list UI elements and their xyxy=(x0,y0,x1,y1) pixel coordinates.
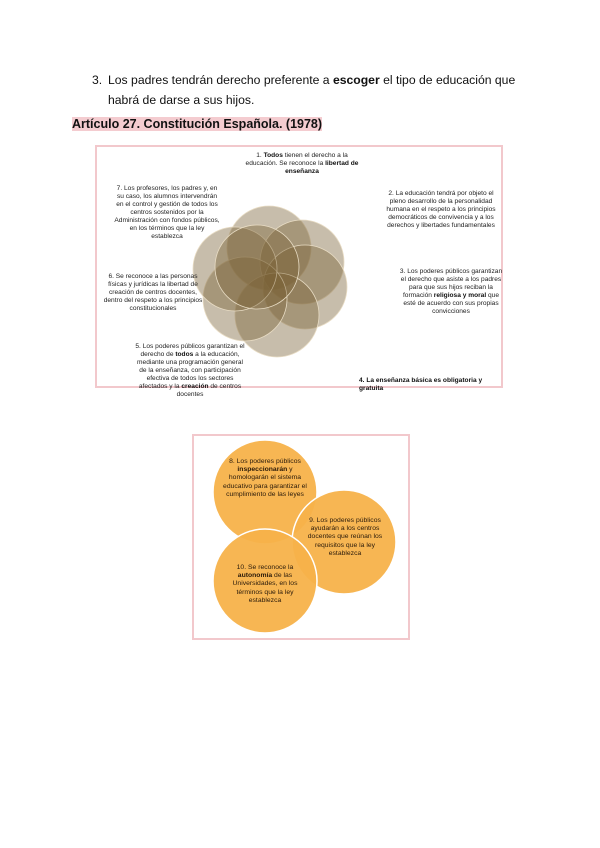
article-heading xyxy=(72,117,322,131)
venn-label-1: 1. Todos tienen el derecho a la educación. Se reconoce la libertad de enseñanza xyxy=(245,152,359,175)
venn-label-4: 4. La enseñanza básica es obligatoria y gratuita xyxy=(359,377,483,392)
list-text-end: el tipo de educación que habrá de darse a sus hijos. xyxy=(108,73,516,107)
list-number: 3. xyxy=(92,73,103,87)
article-heading-text: Artículo 27. Constitución Española. (1978) xyxy=(72,117,323,131)
venn-label-6: 6. Se reconoce a las personas físicas y jurídicas la libertad de creación de centros docentes, dentro del respeto a los principios constitucionales xyxy=(103,273,203,312)
orange-label-9: 9. Los poderes públicos ayudarán a los centros docentes que reúnan los requisitos que la ley establezca xyxy=(307,517,383,557)
list-text-start: Los padres tendrán derecho preferente a xyxy=(108,73,333,87)
orange-label-10: 10. Se reconoce la autonomía de las Universidades, en los términos que la ley establezca xyxy=(232,564,298,604)
venn-diagram-frame xyxy=(95,145,503,398)
venn-label-2: 2. La educación tendrá por objeto el pleno desarrollo de la personalidad humana en el respeto a los principios democráticos de convivencia y a los derechos y libertades fundamentales xyxy=(386,190,496,229)
list-text xyxy=(108,70,532,110)
venn-label-5: 5. Los poderes públicos garantizan el derecho de todos a la educación, mediante una programación general de la enseñanza, con participación efectiva de todos los sectores afectados y la creación de centros docentes xyxy=(135,343,245,398)
orange-label-8: 8. Los poderes públicos inspeccionarán y homologarán el sistema educativo para garantizar el cumplimiento de las leyes xyxy=(223,458,307,498)
orange-circles-frame xyxy=(192,434,410,640)
venn-label-3: 3. Los poderes públicos garantizan el derecho que asiste a los padres para que sus hijos reciban la formación religiosa y moral que esté de acuerdo con sus propias convicciones xyxy=(399,268,503,315)
venn-label-7: 7. Los profesores, los padres y, en su caso, los alumnos intervendrán en el control y gestión de todos los centros sostenidos por la Administración con fondos públicos, en los términos que la ley establezca xyxy=(114,185,220,240)
venn-circle-7 xyxy=(215,225,299,309)
list-text-bold: escoger xyxy=(332,73,380,87)
